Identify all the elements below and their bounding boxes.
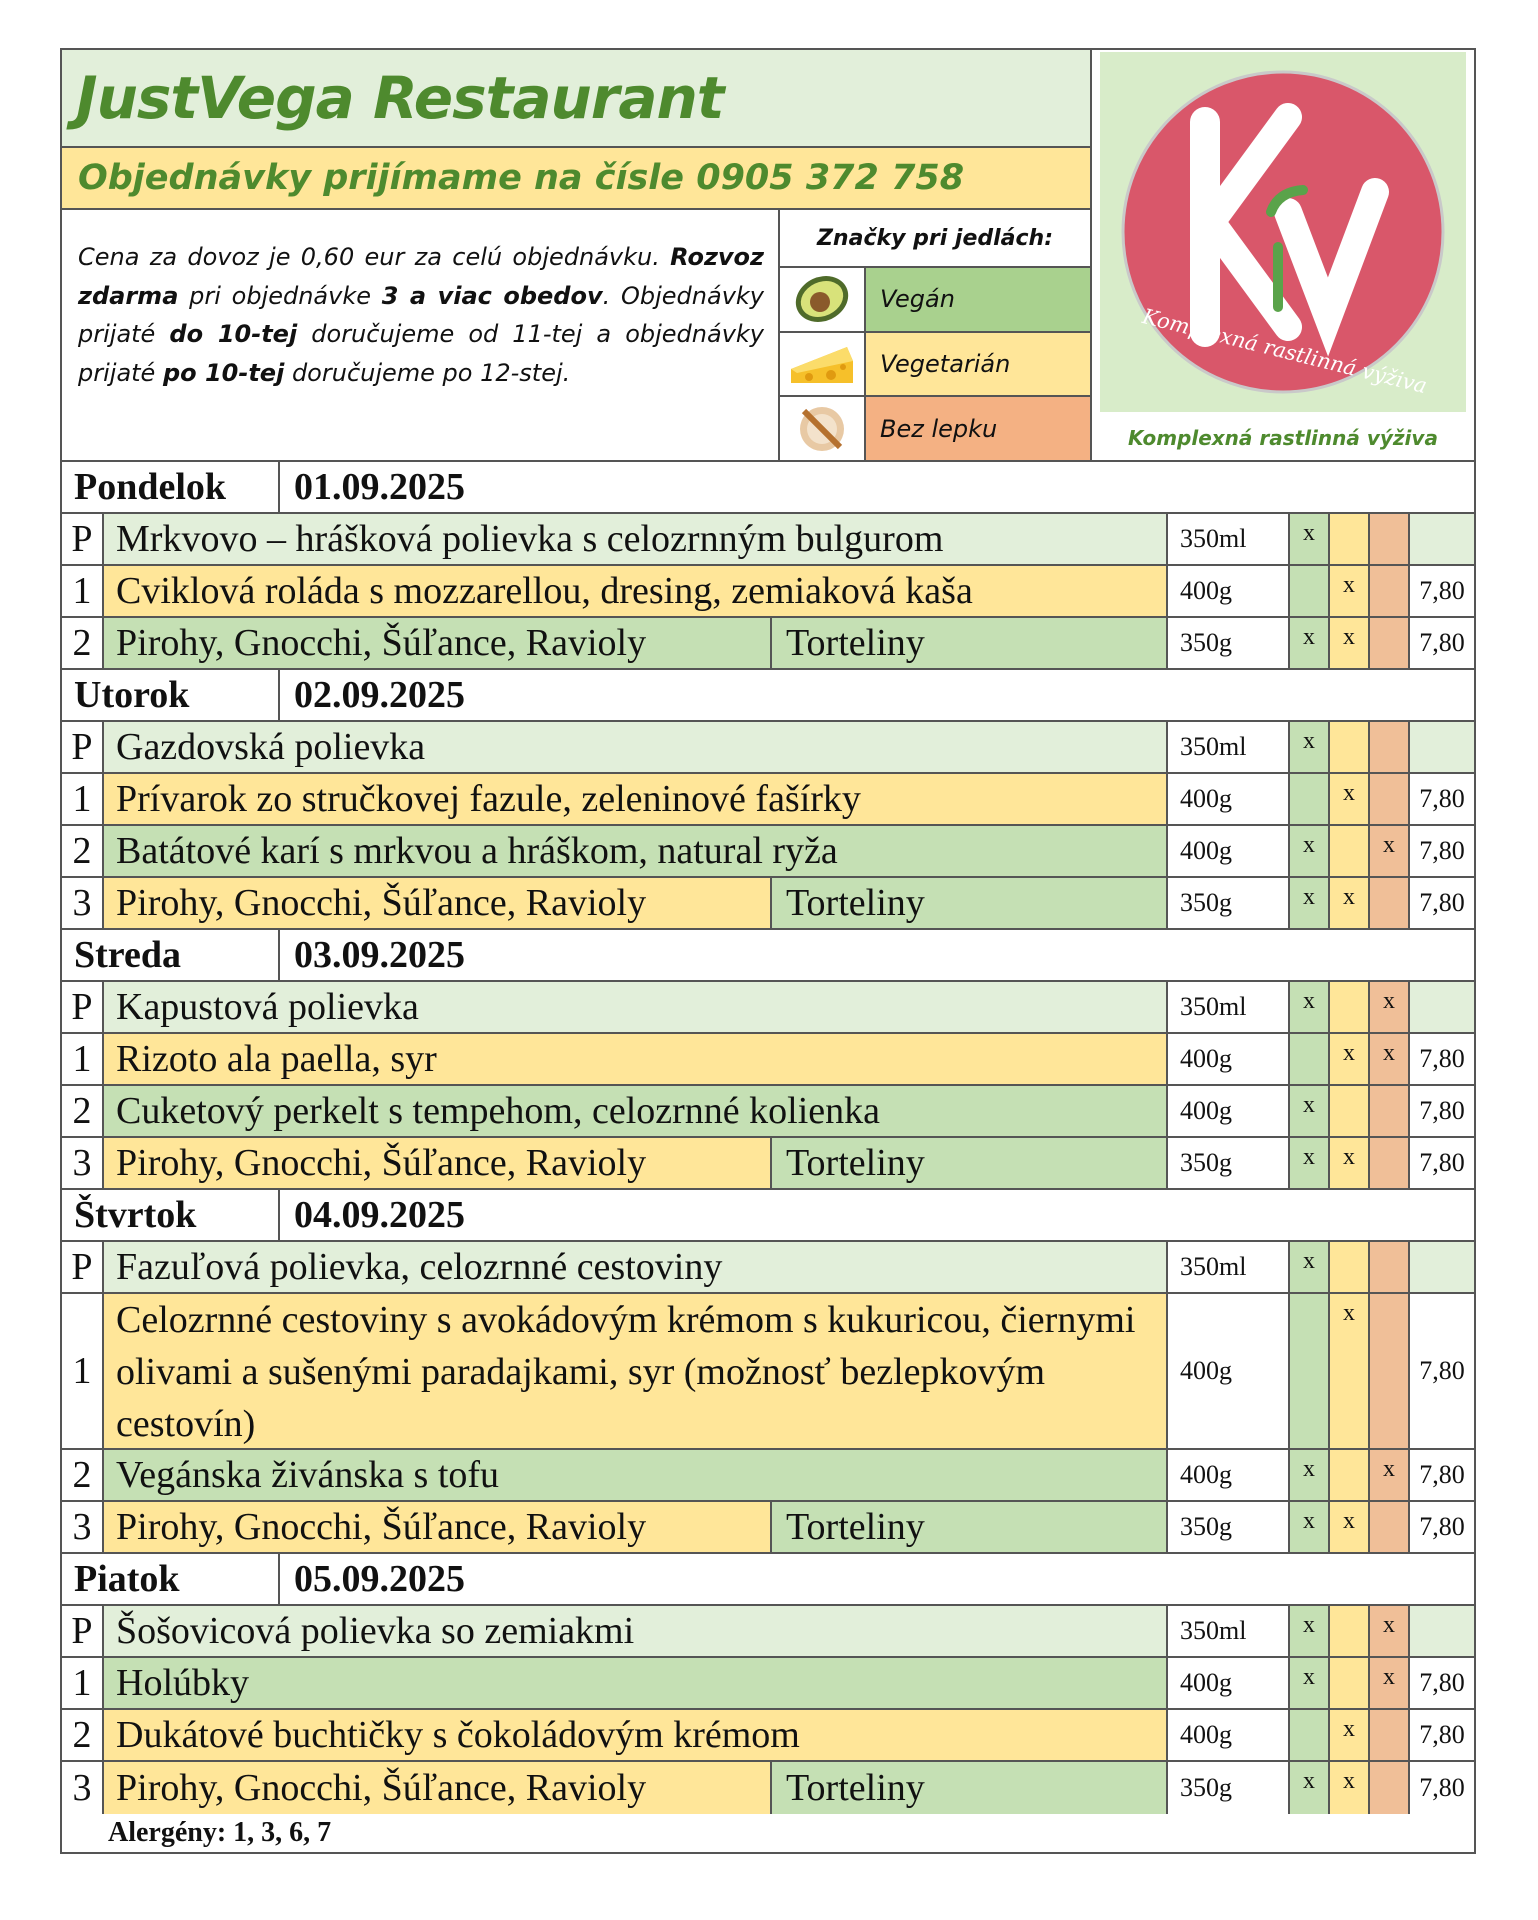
dish-weight: 400g [1168,774,1290,824]
cheese-icon [780,333,866,396]
vegetarian-mark: x [1330,1762,1370,1814]
legend-row-gluten-free [780,397,1090,460]
menu-header [62,50,1474,462]
dish-name: Pirohy, Gnocchi, Šúľance, Ravioly [104,1138,772,1188]
dish-code: P [62,722,104,772]
gluten-free-mark [1370,1294,1410,1448]
dish-name: Cuketový perkelt s tempehom, celozrnné kolienka [104,1086,1168,1136]
dish-price: 7,80 [1410,1086,1474,1136]
free-delivery-count: 3 a viac obedov [381,281,603,310]
gluten-free-mark [1370,618,1410,668]
gluten-free-mark [1370,566,1410,616]
legend-row-vegetarian [780,333,1090,398]
gluten-free-mark: x [1370,1450,1410,1500]
vegan-mark: x [1290,826,1330,876]
dish-name-alt: Torteliny [772,878,1166,928]
gluten-free-mark [1370,1242,1410,1292]
dish-weight: 400g [1168,1086,1290,1136]
vegan-mark: x [1290,1450,1330,1500]
delivery-info [62,210,780,460]
dish-code: 3 [62,1762,104,1814]
dish-code: P [62,1242,104,1292]
vegan-mark: x [1290,1502,1330,1552]
dish-row [62,1658,1474,1710]
soup-row [62,514,1474,566]
dish-name-cell [104,878,1168,928]
vegetarian-mark [1330,514,1370,564]
gluten-free-mark: x [1370,1658,1410,1708]
vegan-mark [1290,1294,1330,1448]
delivery-time-text-c: doručujeme po 12-stej. [284,358,571,387]
vegetarian-mark: x [1330,1710,1370,1760]
soup-row [62,722,1474,774]
vegetarian-mark: x [1330,1294,1370,1448]
vegetarian-mark [1330,1086,1370,1136]
dish-price: 7,80 [1410,826,1474,876]
dish-name: Batátové karí s mrkvou a hráškom, natural ryža [104,826,1168,876]
dish-name: Pirohy, Gnocchi, Šúľance, Ravioly [104,878,772,928]
vegetarian-mark: x [1330,1138,1370,1188]
gluten-free-mark [1370,1762,1410,1814]
vegan-mark: x [1290,1138,1330,1188]
dish-row [62,1138,1474,1190]
dish-weight: 350g [1168,618,1290,668]
free-delivery-end: . [602,281,611,310]
delivery-time-after: po 10-tej [162,358,285,387]
phone-row [62,148,1090,210]
day-date: 01.09.2025 [294,466,465,508]
gluten-free-mark: x [1370,826,1410,876]
dish-name: Kapustová polievka [104,982,1168,1032]
dish-row [62,1034,1474,1086]
delivery-time-text-b: doručujeme od 11-tej a objednávky prijaté [78,320,765,387]
vegetarian-mark: x [1330,618,1370,668]
dish-code: 1 [62,774,104,824]
dish-weight: 350ml [1168,1606,1290,1656]
dish-name: Vegánska živánska s tofu [104,1450,1168,1500]
dish-price: 7,80 [1410,1034,1474,1084]
day-date: 02.09.2025 [294,674,465,716]
dish-price: 7,80 [1410,1138,1474,1188]
logo-caption: Komplexná rastlinná výživa [1128,426,1438,450]
day-header [62,930,1474,982]
dish-name: Fazuľová polievka, celozrnné cestoviny [104,1242,1168,1292]
vegetarian-mark: x [1330,566,1370,616]
restaurant-title: JustVega Restaurant [76,64,724,132]
dish-weight: 350ml [1168,982,1290,1032]
dish-code: 1 [62,1658,104,1708]
dish-name: Mrkvovo – hrášková polievka s celozrnným bulgurom [104,514,1168,564]
vegetarian-mark: x [1330,1034,1370,1084]
dish-row [62,878,1474,930]
info-row [62,210,1090,460]
gluten-free-mark [1370,722,1410,772]
gluten-free-mark [1370,774,1410,824]
gluten-free-mark: x [1370,982,1410,1032]
delivery-price-text: Cena za dovoz je 0,60 eur za celú objednávku. [78,243,660,271]
dish-price: 7,80 [1410,1294,1474,1448]
dish-weight: 350ml [1168,722,1290,772]
dish-code: P [62,514,104,564]
brand-logo [1100,52,1466,412]
vegetarian-mark: x [1330,878,1370,928]
dish-code: 3 [62,878,104,928]
header-right [1092,50,1474,460]
dish-name: Holúbky [104,1658,1168,1708]
dish-name: Pirohy, Gnocchi, Šúľance, Ravioly [104,1762,772,1814]
free-delivery-text: pri objednávke [178,281,382,310]
vegan-mark: x [1290,722,1330,772]
dish-name: Rizoto ala paella, syr [104,1034,1168,1084]
vegetarian-mark: x [1330,774,1370,824]
soup-row [62,1242,1474,1294]
dish-code: 2 [62,1450,104,1500]
dish-price [1410,722,1474,772]
dish-price: 7,80 [1410,1502,1474,1552]
day-header [62,1554,1474,1606]
dish-row [62,566,1474,618]
vegan-mark [1290,566,1330,616]
allergens-note: Alergény: 1, 3, 6, 7 [108,1817,332,1848]
vegetarian-mark [1330,826,1370,876]
day-name: Streda [62,930,280,980]
day-name: Utorok [62,670,280,720]
dish-weight: 400g [1168,1294,1290,1448]
dish-row [62,1710,1474,1762]
gluten-free-mark [1370,1138,1410,1188]
vegan-mark [1290,774,1330,824]
dish-code: P [62,982,104,1032]
dish-row [62,618,1474,670]
dish-code: 1 [62,566,104,616]
vegan-mark: x [1290,1762,1330,1814]
dish-weight: 350ml [1168,1242,1290,1292]
vegan-mark: x [1290,982,1330,1032]
dish-price: 7,80 [1410,1450,1474,1500]
delivery-time-before: do 10-tej [169,320,298,348]
vegan-mark: x [1290,1242,1330,1292]
dish-row [62,1502,1474,1554]
avocado-icon [780,268,866,331]
crossed-bread-icon [780,397,866,460]
dish-price: 7,80 [1410,1762,1474,1814]
vegan-mark: x [1290,1606,1330,1656]
dish-row [62,1086,1474,1138]
dish-name-alt: Torteliny [772,618,1166,668]
vegetarian-mark [1330,722,1370,772]
dish-code: 3 [62,1502,104,1552]
dish-name-alt: Torteliny [772,1762,1166,1814]
gluten-free-mark [1370,514,1410,564]
dish-price: 7,80 [1410,878,1474,928]
dish-code: 1 [62,1034,104,1084]
legend-label-vegetarian: Vegetarián [866,333,1090,396]
dish-price [1410,1606,1474,1656]
dish-weight: 350g [1168,878,1290,928]
free-delivery-bold: Rozvoz zdarma [78,243,765,310]
day-date: 05.09.2025 [294,1558,465,1600]
legend-row-vegan [780,268,1090,333]
dish-weight: 400g [1168,1450,1290,1500]
dish-price: 7,80 [1410,1658,1474,1708]
vegan-mark [1290,1034,1330,1084]
dish-name-alt: Torteliny [772,1138,1166,1188]
vegetarian-mark: x [1330,1502,1370,1552]
dish-name-cell [104,1138,1168,1188]
dish-price: 7,80 [1410,774,1474,824]
vegetarian-mark [1330,982,1370,1032]
vegetarian-mark [1330,1606,1370,1656]
dish-name: Pirohy, Gnocchi, Šúľance, Ravioly [104,618,772,668]
dish-row [62,774,1474,826]
vegan-mark: x [1290,618,1330,668]
soup-row [62,1606,1474,1658]
dish-row [62,826,1474,878]
dish-name: Dukátové buchtičky s čokoládovým krémom [104,1710,1168,1760]
dish-row [62,1450,1474,1502]
dish-weight: 400g [1168,566,1290,616]
dish-price: 7,80 [1410,566,1474,616]
day-date: 03.09.2025 [294,934,465,976]
dish-name: Pirohy, Gnocchi, Šúľance, Ravioly [104,1502,772,1552]
vegetarian-mark [1330,1450,1370,1500]
day-header [62,670,1474,722]
dish-name: Cviklová roláda s mozzarellou, dresing, zemiaková kaša [104,566,1168,616]
legend-label-gluten-free: Bez lepku [866,397,1090,460]
dish-price [1410,982,1474,1032]
day-name: Piatok [62,1554,280,1604]
gluten-free-mark [1370,1502,1410,1552]
logo-ring-text: Komplexná rastlinná výživa [1140,304,1430,399]
dish-name-cell [104,1762,1168,1814]
dish-name: Šošovicová polievka so zemiakmi [104,1606,1168,1656]
dish-code: 2 [62,826,104,876]
dish-weight: 400g [1168,1034,1290,1084]
dish-name-alt: Torteliny [772,1502,1166,1552]
day-name: Pondelok [62,462,280,512]
vegan-mark: x [1290,878,1330,928]
dish-weight: 400g [1168,1658,1290,1708]
vegan-mark: x [1290,1658,1330,1708]
dish-code: 2 [62,1086,104,1136]
delivery-time-text-a: Objednávky prijaté [78,281,764,348]
legend [780,210,1090,460]
header-left [62,50,1092,460]
order-phone-line: Objednávky prijímame na čísle 0905 372 758 [78,158,965,198]
dish-price [1410,514,1474,564]
day-date: 04.09.2025 [294,1194,465,1236]
dish-weight: 350g [1168,1502,1290,1552]
gluten-free-mark [1370,878,1410,928]
dish-price: 7,80 [1410,1710,1474,1760]
dish-weight: 400g [1168,826,1290,876]
vegetarian-mark [1330,1242,1370,1292]
dish-code: 2 [62,1710,104,1760]
dish-weight: 350ml [1168,514,1290,564]
dish-name: Prívarok zo stručkovej fazule, zeleninové fašírky [104,774,1168,824]
dish-weight: 350g [1168,1762,1290,1814]
vegetarian-mark [1330,1658,1370,1708]
vegan-mark: x [1290,1086,1330,1136]
legend-label-vegan: Vegán [866,268,1090,331]
day-header [62,462,1474,514]
dish-name: Celozrnné cestoviny s avokádovým krémom s kukuricou, čiernymi olivami a sušenými paradajkami, syr (možnosť bezlepkovým cestovín) [104,1294,1168,1448]
dish-weight: 400g [1168,1710,1290,1760]
dish-row [62,1294,1474,1450]
dish-price [1410,1242,1474,1292]
gluten-free-mark: x [1370,1606,1410,1656]
title-row [62,50,1090,148]
gluten-free-mark: x [1370,1034,1410,1084]
day-header [62,1190,1474,1242]
vegan-mark [1290,1710,1330,1760]
dish-code: 1 [62,1294,104,1448]
soup-row [62,982,1474,1034]
dish-weight: 350g [1168,1138,1290,1188]
dish-code: 2 [62,618,104,668]
gluten-free-mark [1370,1086,1410,1136]
day-name: Štvrtok [62,1190,280,1240]
vegan-mark: x [1290,514,1330,564]
dish-price: 7,80 [1410,618,1474,668]
dish-code: P [62,1606,104,1656]
dish-row [62,1762,1474,1814]
dish-name-cell [104,1502,1168,1552]
dish-code: 3 [62,1138,104,1188]
menu-body [62,462,1474,1814]
dish-name-cell [104,618,1168,668]
dish-name: Gazdovská polievka [104,722,1168,772]
gluten-free-mark [1370,1710,1410,1760]
legend-title: Značky pri jedlách: [780,210,1090,268]
menu-sheet [60,48,1476,1854]
